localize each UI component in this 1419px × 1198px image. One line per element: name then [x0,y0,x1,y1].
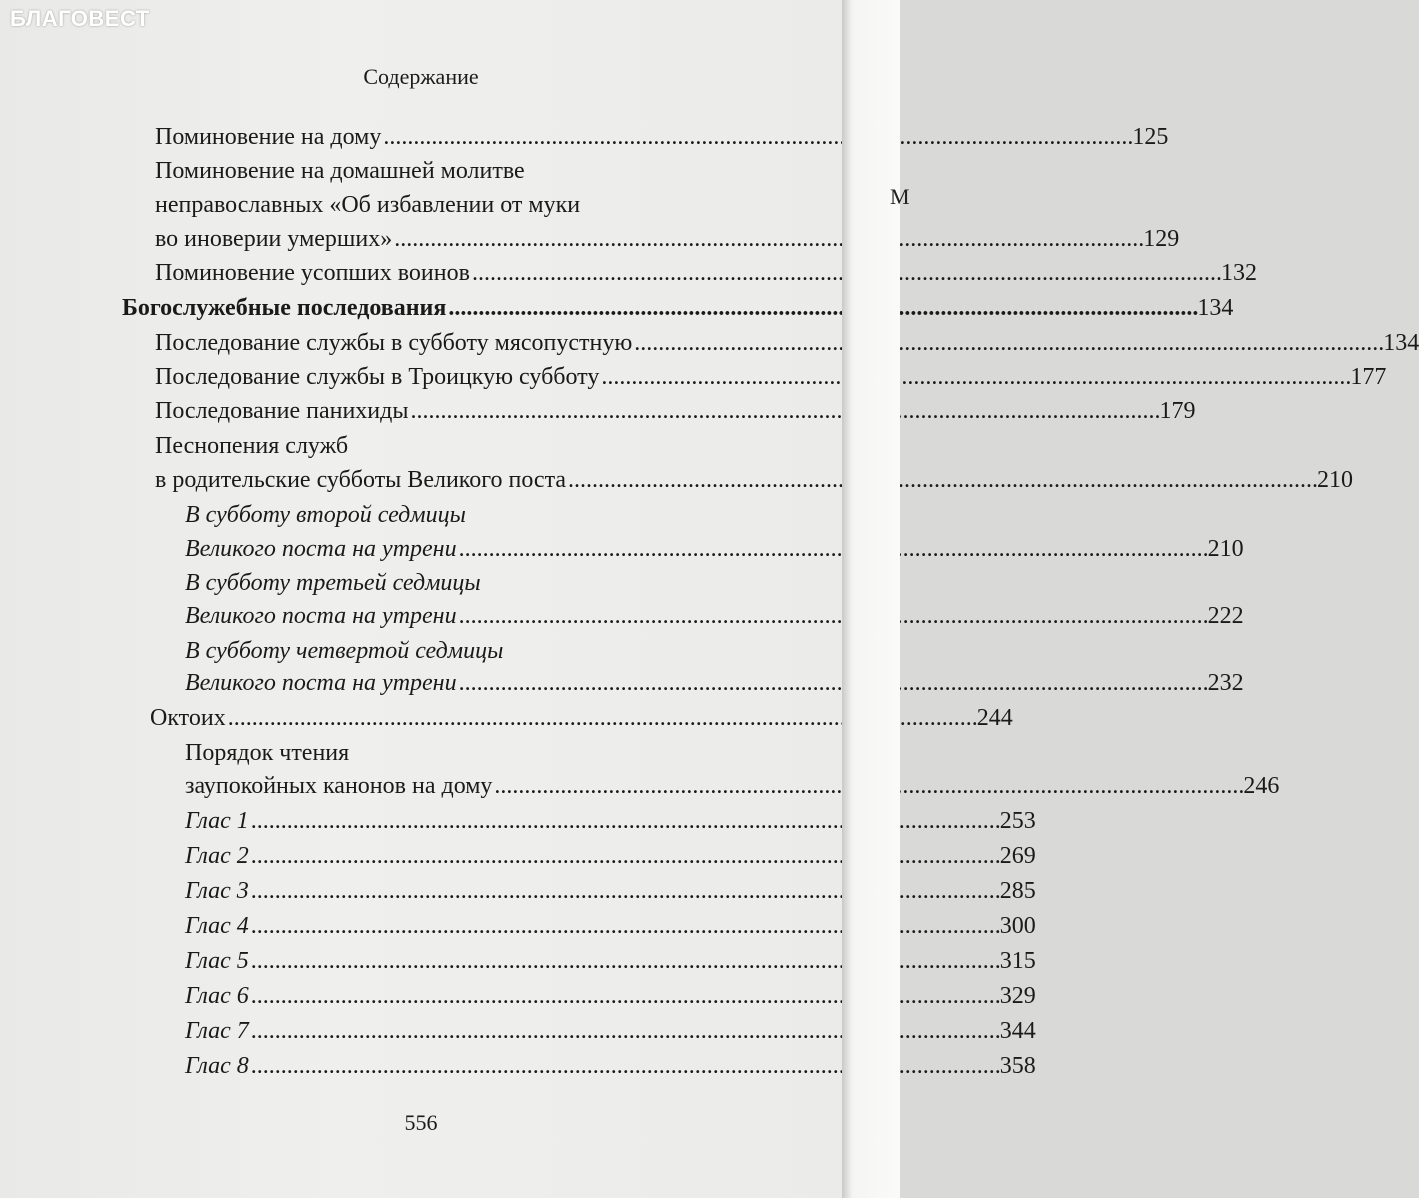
dot-leader [394,224,1141,254]
dot-leader [459,668,1206,698]
dot-leader [383,122,1130,152]
toc-entry-line: В субботу второй седмицы [185,502,466,528]
toc-entry: Поминовение на дому . . . 125 [155,122,763,152]
show-through-text [120,60,840,1140]
toc-entry: Последование службы в Троицкую субботу . . . 177 [155,362,763,392]
toc-entry: заупокойных канонов на дому . . . 246 [185,771,763,801]
watermark-logo: БЛАГОВЕСТ [10,6,150,31]
dot-leader [410,396,1157,426]
toc-entry-line: Песнопения служб [155,433,349,459]
toc-entry: Глас 5 . . . 315 [185,946,763,976]
toc-entry: Глас 1 . . . 253 [185,806,763,836]
page-number: 556 [404,1110,438,1135]
toc-entry: Великого поста на утрени . . . 210 [185,534,763,564]
toc-entry-line: Порядок чтения [185,740,350,766]
page-title: Содержание [363,64,479,89]
toc-entry: Последование службы в субботу мясопустную . . . 134 [155,328,763,358]
dot-leader [448,293,1195,323]
toc-entry: Последование панихиды . . . 179 [155,396,763,426]
toc-entry: Глас 3 . . . 285 [185,876,763,906]
adjacent-page [842,0,910,1198]
toc-entry: Великого поста на утрени . . . 222 [185,601,763,631]
toc-entry: Глас 8 . . . 358 [185,1051,763,1081]
toc-entry: во иноверии умерших» . . . 129 [155,224,763,254]
toc-entry: Октоих . . . 244 [150,703,763,733]
dot-leader [568,465,1315,495]
dot-leader [601,362,1348,392]
dot-leader [459,534,1206,564]
toc-entry: Великого поста на утрени . . . 232 [185,668,763,698]
toc-entry: Глас 6 . . . 329 [185,981,763,1011]
toc-entry: Глас 7 . . . 344 [185,1016,763,1046]
toc-entry-line: неправославных «Об избавлении от муки [155,192,581,218]
toc-entry-line: Поминовение на домашней молитве [155,158,525,184]
toc-section: Богослужебные последования . . . 134 [122,293,763,323]
dot-leader [459,601,1206,631]
toc-entry: Глас 2 . . . 269 [185,841,763,871]
toc-entry: в родительские субботы Великого поста . . . 210 [155,465,763,495]
toc-entry: Глас 4 . . . 300 [185,911,763,941]
toc-entry-line: В субботу четвертой седмицы [185,638,504,664]
adjacent-page-letter: М [890,184,910,209]
toc-entry-line: В субботу третьей седмицы [185,570,481,596]
toc-entry: Поминовение усопших воинов . . . 132 [155,258,763,288]
dot-leader [634,328,1381,358]
